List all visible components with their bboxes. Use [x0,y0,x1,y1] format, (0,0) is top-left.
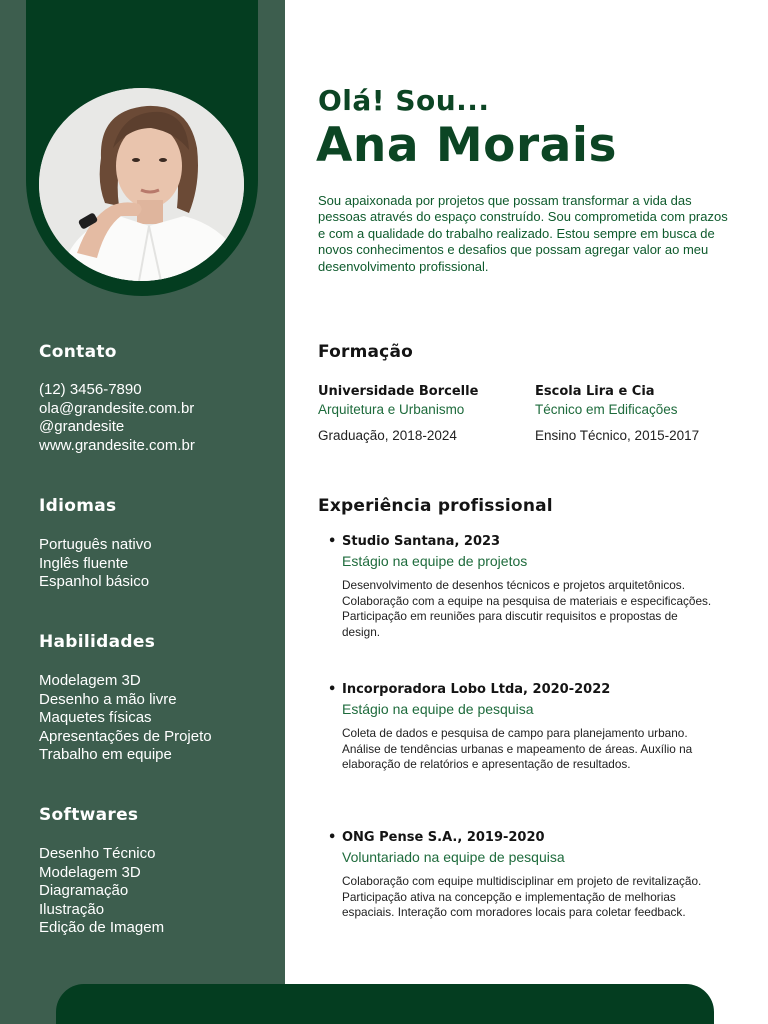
experience-description: Desenvolvimento de desenhos técnicos e projetos arquitetônicos. Colaboração com a equipe na pesquisa de materiais e especificações. Participação em reuniões para discutir requisitos e propostas de design. [342,578,712,639]
contact-list [39,381,195,455]
profile-photo-illustration [39,88,244,281]
languages-title: Idiomas [39,496,117,516]
experience-role: Estágio na equipe de projetos [342,553,528,569]
skills-title: Habilidades [39,632,156,652]
experience-company: • Studio Santana, 2023 [328,534,718,549]
skill-item: Desenho a mão livre [39,690,177,708]
skills-section [39,632,212,765]
education-item [535,384,735,443]
contact-section [39,342,195,455]
education-course: Técnico em Edificações [535,402,678,417]
education-period: Graduação, 2018-2024 [318,428,457,443]
contact-email[interactable]: ola@grandesite.com.br [39,399,195,417]
software-section [39,805,164,938]
language-item: Inglês fluente [39,554,129,572]
profile-photo [39,88,244,281]
languages-list [39,536,152,592]
contact-website[interactable]: www.grandesite.com.br [39,436,195,454]
skill-item: Modelagem 3D [39,672,141,689]
language-item: Espanhol básico [39,573,150,591]
experience-company: • ONG Pense S.A., 2019-2020 [328,830,718,845]
education-course: Arquitetura e Urbanismo [318,402,465,417]
education-title: Formação [318,342,414,362]
software-item: Ilustração [39,900,105,918]
experience-title: Experiência profissional [318,496,553,516]
skills-list [39,672,212,765]
software-item: Modelagem 3D [39,863,141,881]
intro-paragraph: Sou apaixonada por projetos que possam transformar a vida das pessoas através do espaço construído. Sou comprometida com prazos e com a qualidade do trabalho realizado. Estou sempre em busca de novos conhecimentos e desafios que possam agregar valor ao meu desenvolvimento profissional. [318,193,728,274]
footer-bar [56,984,714,1024]
education-school: Universidade Borcelle [318,384,479,399]
experience-description: Coleta de dados e pesquisa de campo para planejamento urbano. Análise de tendências urbanas e mapeamento de áreas. Auxílio na elaboração de relatórios e apresentação de resultados. [342,726,693,772]
languages-section [39,496,152,592]
education-item [318,384,518,443]
experience-item [328,534,718,640]
skill-item: Trabalho em equipe [39,746,172,764]
software-title: Softwares [39,805,139,825]
education-period: Ensino Técnico, 2015-2017 [535,428,700,443]
experience-role: Estágio na equipe de pesquisa [342,701,534,717]
skill-item: Apresentações de Projeto [39,727,212,745]
software-item: Diagramação [39,882,129,900]
page-title: Ana Morais [316,118,617,173]
experience-item [328,830,718,921]
education-school: Escola Lira e Cia [535,384,655,399]
skill-item: Maquetes físicas [39,709,152,727]
contact-social[interactable]: @grandesite [39,418,125,436]
contact-phone[interactable]: (12) 3456-7890 [39,381,142,398]
greeting: Olá! Sou... [318,84,490,117]
language-item: Português nativo [39,536,152,553]
software-list [39,845,164,938]
experience-role: Voluntariado na equipe de pesquisa [342,849,565,865]
experience-item [328,682,718,773]
experience-description: Colaboração com equipe multidisciplinar em projeto de revitalização. Participação ativa na concepção e implementação de melhorias espaciais. Interação com moradores locais para coletar feedback. [342,874,702,920]
software-item: Edição de Imagem [39,919,165,937]
contact-title: Contato [39,342,117,362]
experience-company: • Incorporadora Lobo Ltda, 2020-2022 [328,682,718,697]
software-item: Desenho Técnico [39,845,156,862]
